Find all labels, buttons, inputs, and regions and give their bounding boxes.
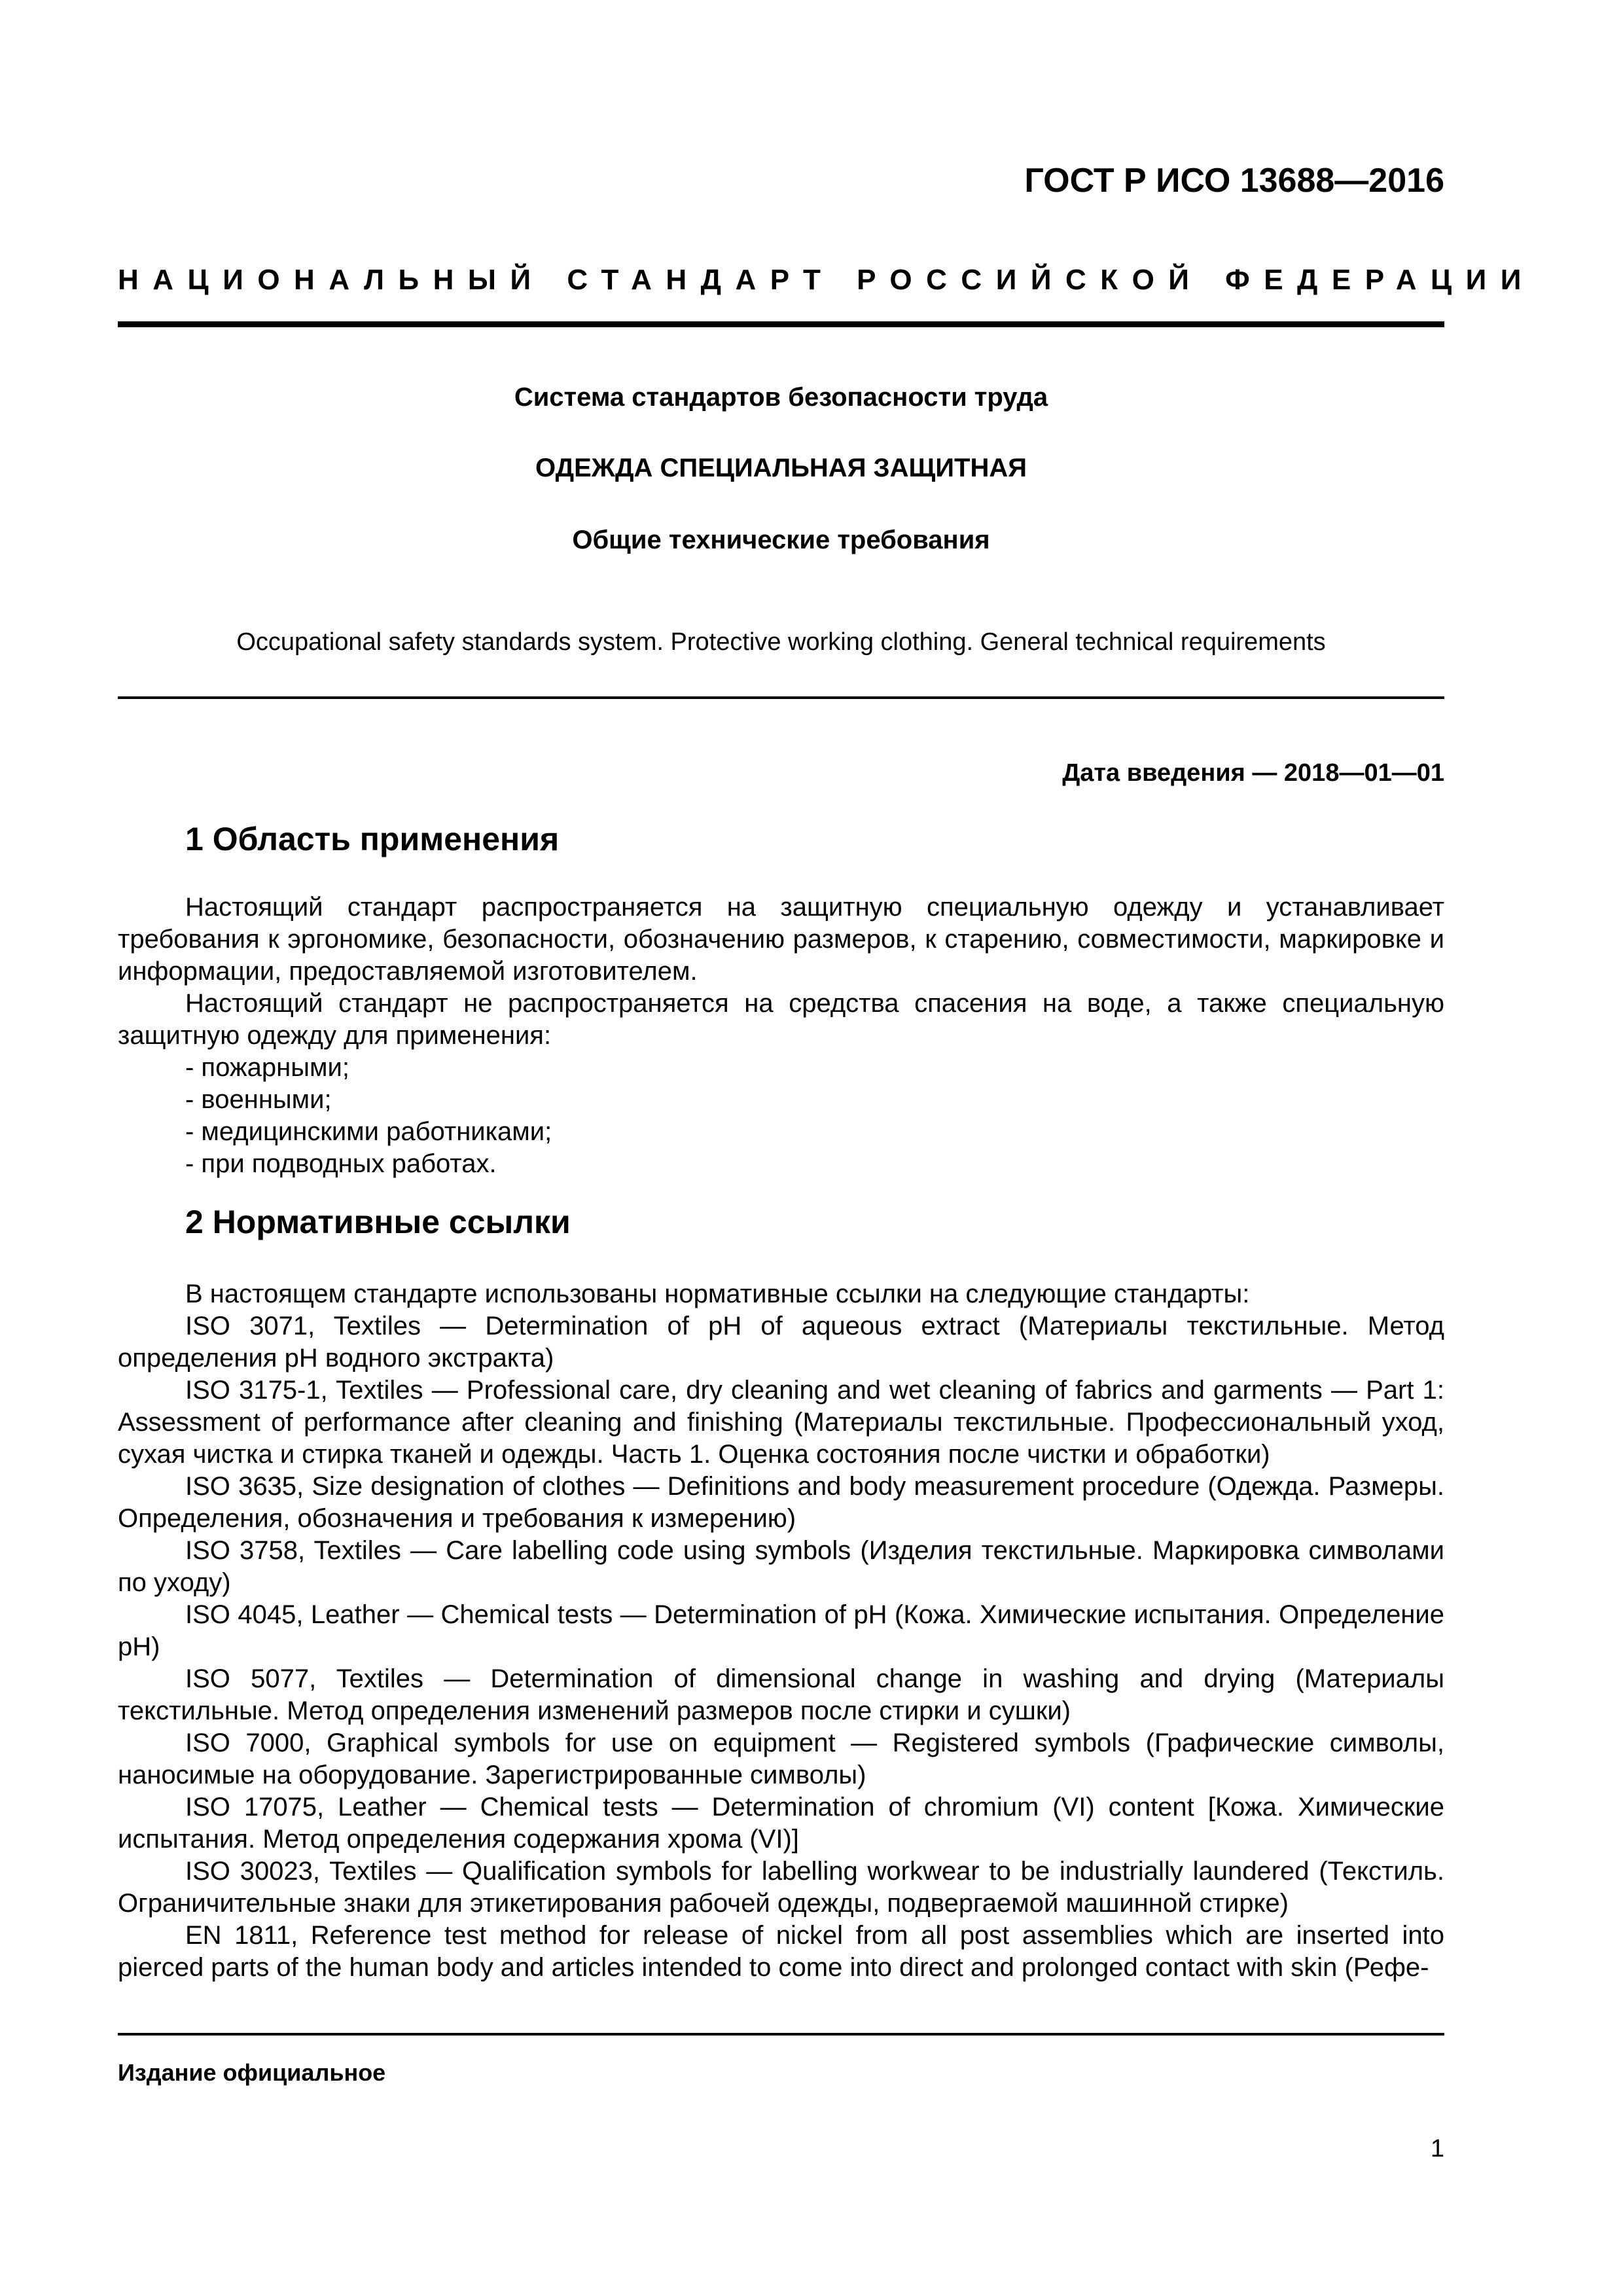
section-1-heading: 1 Область применения [185,821,560,857]
reference-item: ISO 4045, Leather — Chemical tests — Determination of pH (Кожа. Химические испытания. Определение pH) [118,1600,1444,1661]
national-standard-banner: НАЦИОНАЛЬНЫЙ СТАНДАРТ РОССИЙСКОЙ ФЕДЕРАЦИИ [118,264,1535,296]
reference-item: ISO 3175-1, Textiles — Professional care, dry cleaning and wet cleaning of fabrics and garments — Part 1: Assessment of performance after cleaning and finishing (Материалы текстильные. Профессиональный уход, сухая чистка и стирка тканей и одежды. Часть 1. Оценка состояния после чистки и обработки) [118,1376,1444,1469]
reference-item: ISO 7000, Graphical symbols for use on equipment — Registered symbols (Графические символы, наносимые на оборудование. Зарегистрированные символы) [118,1729,1444,1789]
section-1-body [118,891,1444,1180]
reference-item: ISO 3635, Size designation of clothes — Definitions and body measurement procedure (Одежда. Размеры. Определения, обозначения и требования к измерению) [118,1472,1444,1533]
english-title: Occupational safety standards system. Protective working clothing. General technical requirements [236,628,1326,656]
paragraph: Настоящий стандарт не распространяется на средства спасения на воде, а также специальную защитную одежду для применения: [118,989,1444,1050]
official-edition-label: Издание официальное [118,2059,386,2086]
reference-item: ISO 5077, Textiles — Determination of dimensional change in washing and drying (Материалы текстильные. Метод определения изменений размеров после стирки и сушки) [118,1664,1444,1725]
list-item: - при подводных работах. [185,1149,497,1178]
list-item: - военными; [185,1085,332,1114]
introduction-date: Дата введения — 2018—01—01 [1062,759,1444,787]
reference-item: ISO 3071, Textiles — Determination of pH of aqueous extract (Материалы текстильные. Метод определения pH водного экстракта) [118,1312,1444,1372]
reference-item: ISO 3758, Textiles — Care labelling code using symbols (Изделия текстильные. Маркировка символами по уходу) [118,1536,1444,1597]
list-item: - медицинскими работниками; [185,1117,552,1146]
paragraph: Настоящий стандарт распространяется на защитную специальную одежду и устанавливает требования к эргономике, безопасности, обозначению размеров, к старению, совместимости, маркировке и информации, предоставляемой изготовителем. [118,893,1444,986]
standards-system-title: Система стандартов безопасности труда [514,383,1048,412]
document-subtitle: Общие технические требования [572,526,990,554]
paragraph: В настоящем стандарте использованы нормативные ссылки на следующие стандарты: [185,1280,1250,1308]
title-divider [118,696,1444,699]
reference-item: ISO 17075, Leather — Chemical tests — Determination of chromium (VI) content [Кожа. Химические испытания. Метод определения содержания хрома (VI)] [118,1793,1444,1854]
section-2-body [118,1278,1444,1984]
header-divider [118,321,1444,327]
exclusions-list [118,1052,1444,1180]
document-title: ОДЕЖДА СПЕЦИАЛЬНАЯ ЗАЩИТНАЯ [535,454,1027,482]
standard-code: ГОСТ Р ИСО 13688—2016 [1024,162,1444,200]
footer-divider [118,2033,1444,2036]
page-number: 1 [1430,2135,1444,2162]
section-2-heading: 2 Нормативные ссылки [185,1204,571,1240]
reference-item: ISO 30023, Textiles — Qualification symbols for labelling workwear to be industrially laundered (Текстиль. Ограничительные знаки для этикетирования рабочей одежды, подвергаемой машинной стирке) [118,1857,1444,1918]
reference-item: EN 1811, Reference test method for release of nickel from all post assemblies which are inserted into pierced parts of the human body and articles intended to come into direct and prolonged contact with skin (Рефе- [118,1921,1444,1982]
list-item: - пожарными; [185,1053,349,1082]
